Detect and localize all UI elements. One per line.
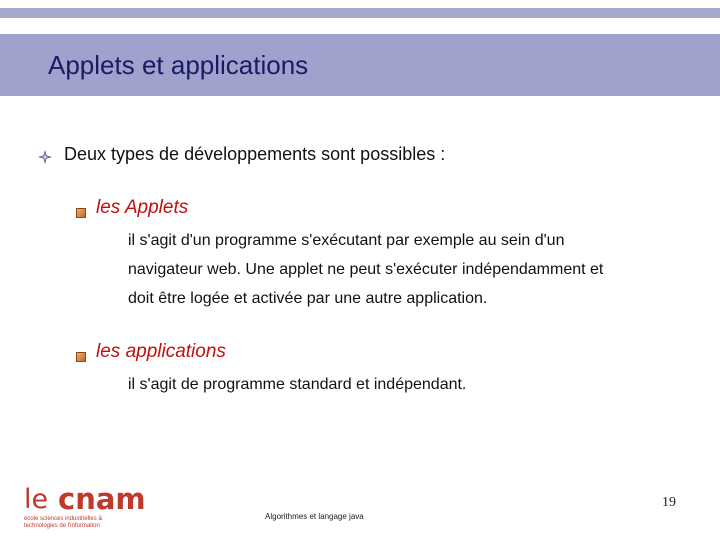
top-decorative-bar bbox=[0, 8, 720, 18]
star-bullet-icon bbox=[38, 150, 52, 164]
square-bullet-icon bbox=[76, 208, 86, 218]
logo-le: le bbox=[24, 484, 49, 515]
section-applications-line: il s'agit de programme standard et indépendant. bbox=[128, 376, 467, 393]
square-bullet-icon bbox=[76, 352, 86, 362]
logo-subtitle bbox=[24, 516, 144, 530]
section-applets-line: il s'agit d'un programme s'exécutant par exemple au sein d'un bbox=[128, 232, 565, 249]
section-heading-applets: les Applets bbox=[96, 197, 189, 218]
slide-title: Applets et applications bbox=[48, 50, 309, 80]
section-applets-line: navigateur web. Une applet ne peut s'exécuter indépendamment et bbox=[128, 261, 604, 278]
footer-course-title: Algorithmes et langage java bbox=[265, 512, 364, 521]
logo-subtitle-line: école sciences industrielles & bbox=[24, 516, 103, 522]
section-heading-applications: les applications bbox=[96, 341, 226, 362]
intro-text: Deux types de développements sont possibles : bbox=[64, 144, 446, 164]
section-applets-line: doit être logée et activée par une autre application. bbox=[128, 290, 488, 307]
logo-cnam: cnam bbox=[58, 482, 146, 516]
cnam-logo bbox=[24, 482, 146, 536]
logo-subtitle-line: technologies de l'information bbox=[24, 523, 100, 529]
page-number: 19 bbox=[662, 495, 676, 510]
